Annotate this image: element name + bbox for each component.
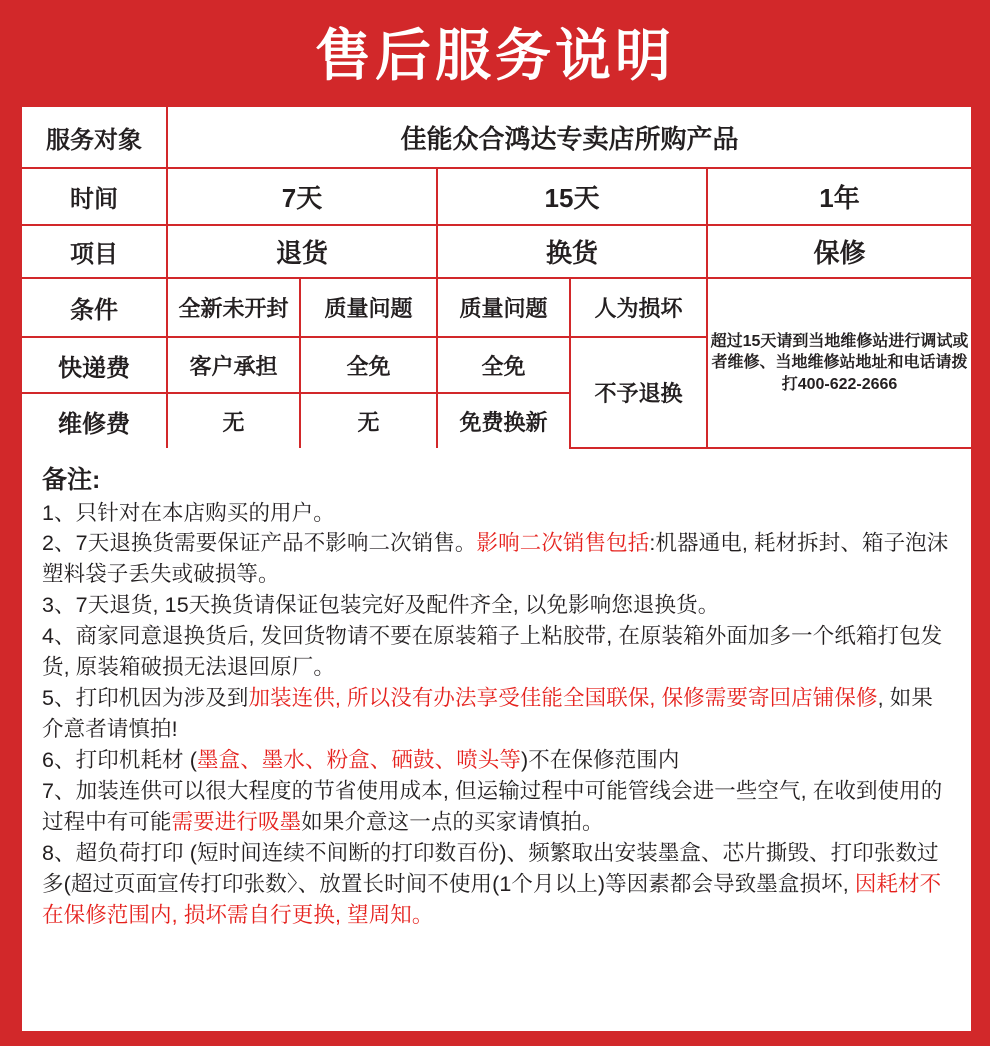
note-item-8	[42, 838, 953, 931]
table-row-condition	[22, 278, 971, 337]
note-5-segment-2: 加装连供, 所以没有办法享受佳能全国联保, 保修需要寄回店铺保修	[248, 686, 878, 711]
table-row-service-target	[22, 107, 971, 168]
cell-time-15days: 15天	[437, 168, 707, 225]
note-7-segment-1: 7、加装连供可以很大程度的节省使用成本, 但运输过程中可能管线会进一些空气, 在收到使用的过程中有可能	[42, 779, 943, 835]
note-item-5	[42, 683, 953, 745]
note-item-4	[42, 621, 953, 683]
content-card	[22, 107, 971, 1031]
cell-time-7days: 7天	[167, 168, 437, 225]
cell-no-return-exchange: 不予退换	[570, 337, 707, 448]
cell-repair-free-replace: 免费换新	[437, 393, 570, 448]
cell-warranty-service-note: 超过15天请到当地维修站进行调试或者维修、当地维修站地址和电话请拨打400-622-2666	[707, 278, 971, 448]
cell-repair-fee-label: 维修费	[22, 393, 167, 448]
note-4-segment-1: 4、商家同意退换货后, 发回货物请不要在原装箱子上粘胶带, 在原装箱外面加多一个纸箱打包发货, 原装箱破损无法退回原厂。	[42, 624, 943, 680]
note-5-segment-1: 5、打印机因为涉及到	[42, 686, 249, 711]
note-6-segment-3: )不在保修范围内	[521, 748, 680, 773]
table-row-time	[22, 168, 971, 225]
cell-service-target-value: 佳能众合鸿达专卖店所购产品	[167, 107, 971, 168]
cell-condition-man-made-damage: 人为损坏	[570, 278, 707, 337]
cell-condition-brand-new: 全新未开封	[167, 278, 300, 337]
cell-item-warranty: 保修	[707, 225, 971, 278]
note-6-segment-2: 墨盒、墨水、粉盒、硒鼓、喷头等	[197, 748, 522, 773]
cell-time-1year: 1年	[707, 168, 971, 225]
cell-shipping-free-2: 全免	[437, 337, 570, 393]
cell-shipping-free-1: 全免	[300, 337, 437, 393]
cell-time-label: 时间	[22, 168, 167, 225]
notes-section	[22, 449, 971, 931]
notes-list	[42, 498, 953, 931]
note-3-segment-1: 3、7天退货, 15天换货请保证包装完好及配件齐全, 以免影响您退换货。	[42, 593, 720, 618]
note-item-2	[42, 528, 953, 590]
page-title: 售后服务说明	[315, 23, 675, 87]
note-2-segment-3: :机器通电, 耗材拆封、箱子泡沫塑料袋子丢失或破损等。	[42, 531, 949, 587]
cell-item-return: 退货	[167, 225, 437, 278]
note-item-6	[42, 745, 953, 776]
service-policy-table	[22, 107, 971, 449]
cell-item-exchange: 换货	[437, 225, 707, 278]
cell-shipping-customer-pays: 客户承担	[167, 337, 300, 393]
note-7-segment-2: 需要进行吸墨	[171, 810, 302, 835]
note-item-3	[42, 590, 953, 621]
notes-title: 备注:	[42, 466, 101, 494]
page-title-banner	[0, 0, 990, 107]
note-2-segment-2: 影响二次销售包括	[476, 531, 650, 556]
note-6-segment-1: 6、打印机耗材 (	[42, 748, 197, 773]
note-item-1	[42, 498, 953, 529]
table-row-item	[22, 225, 971, 278]
note-2-segment-1: 2、7天退换货需要保证产品不影响二次销售。	[42, 531, 477, 556]
cell-repair-none-1: 无	[167, 393, 300, 448]
note-item-7	[42, 776, 953, 838]
cell-condition-quality-2: 质量问题	[437, 278, 570, 337]
cell-condition-quality-1: 质量问题	[300, 278, 437, 337]
cell-service-target-label: 服务对象	[22, 107, 167, 168]
note-8-segment-2: 因耗材不在保修范围内, 损坏需自行更换, 望周知。	[42, 871, 942, 927]
note-1-segment-1: 1、只针对在本店购买的用户。	[42, 500, 335, 525]
cell-shipping-fee-label: 快递费	[22, 337, 167, 393]
cell-condition-label: 条件	[22, 278, 167, 337]
note-8-segment-1: 8、超负荷打印 (短时间连续不间断的打印数百份)、频繁取出安装墨盒、芯片撕毁、打印张数过多(超过页面宣传打印张数〉、放置长时间不使用(1个月以上)等因素都会导致墨盒损坏,	[42, 840, 939, 896]
cell-repair-none-2: 无	[300, 393, 437, 448]
note-7-segment-3: 如果介意这一点的买家请慎拍。	[301, 810, 604, 835]
cell-item-label: 项目	[22, 225, 167, 278]
note-5-segment-3: , 如果介意者请慎拍!	[42, 686, 933, 742]
